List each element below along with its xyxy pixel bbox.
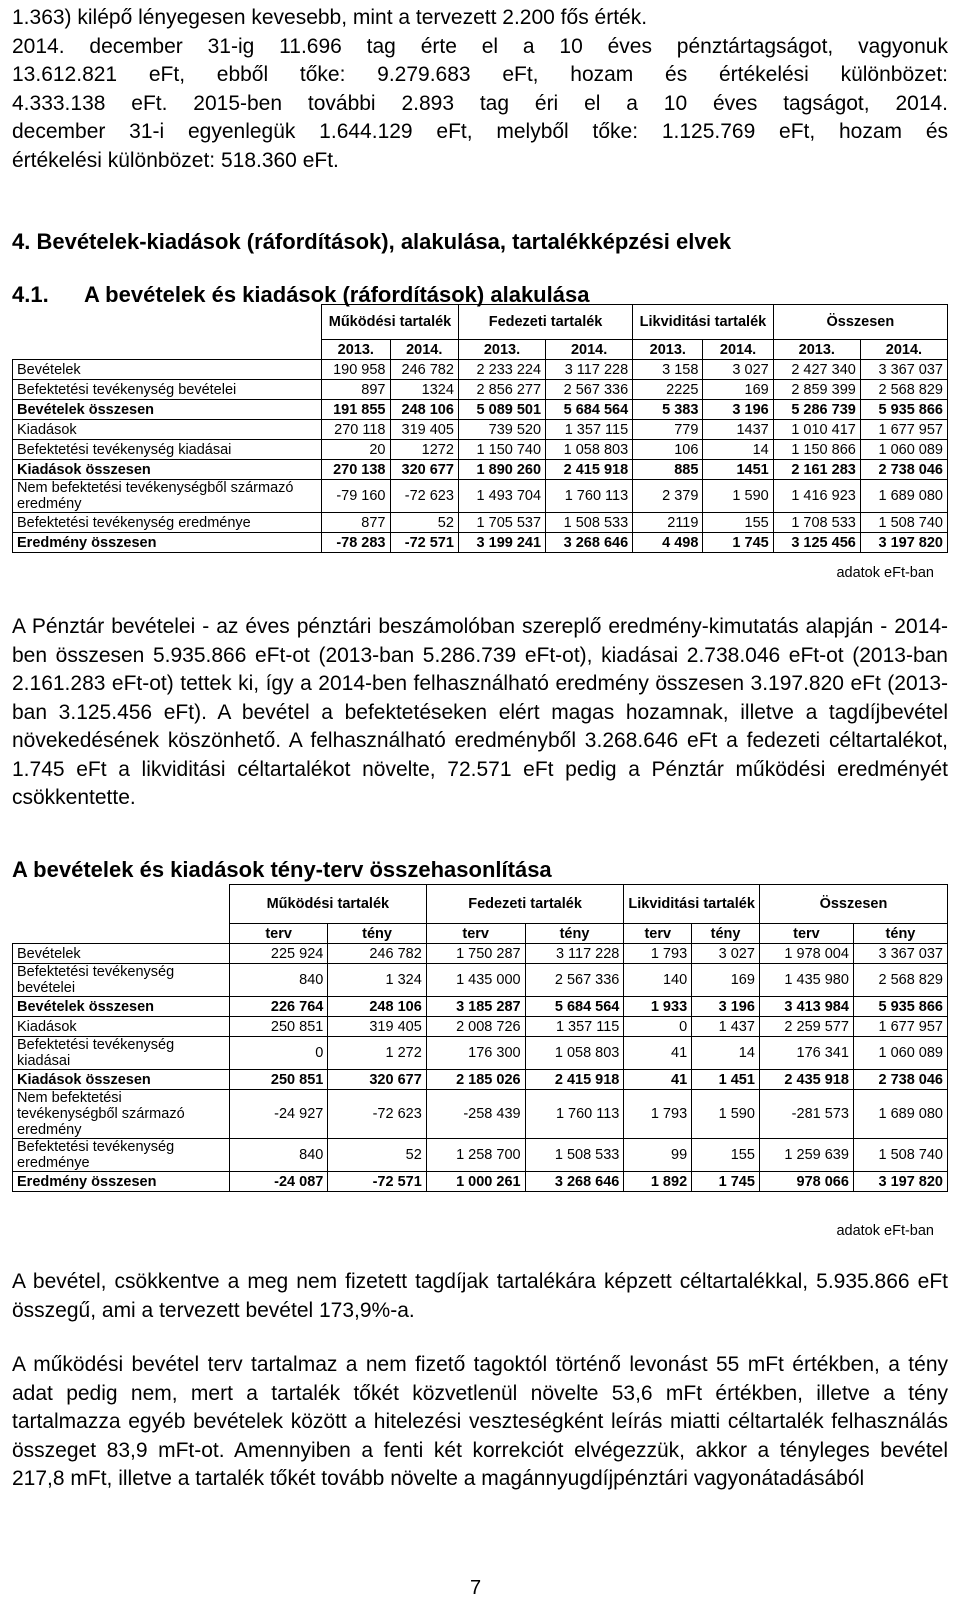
table-cell: 978 066 [759,1172,853,1192]
table-cell: 1 892 [624,1172,692,1192]
table-cell: 319 405 [328,1017,426,1037]
table-cell: 1 435 000 [426,964,525,997]
table-cell: -78 283 [322,533,390,553]
table-cell: 1 437 [692,1017,760,1037]
table-cell: 52 [328,1139,426,1172]
table-cell: 2 427 340 [773,360,860,380]
row-label: Befektetési tevékenység eredménye [13,1139,230,1172]
section-heading-4: 4. Bevételek-kiadások (ráfordítások), alakulása, tartalékképzési elvek [12,229,732,254]
operating-revenue-paragraph: A működési bevétel terv tartalmaz a nem fizető tagoktól történő levonást 55 mFt értékben, a tény adat pedig nem, mert a tartalék tőkét közvetlenül növelte 53,6 mFt értékben, illetve a tény tartalmazza egyéb bevételek között a hitelezési veszteségként leírás miatti céltartalék felhasználás összeget 83,9 mFt-ot. Amennyiben a fenti két korrekciót elvégezzük, akkor a tényleges bevétel 217,8 mFt, illetve a tartalék tőkét tovább növelte a magánnyugdíjpénztári vagyonátadásából [12,1353,948,1490]
table-row [13,513,948,533]
table-cell: 1 708 533 [773,513,860,533]
table-cell: 1 750 287 [426,944,525,964]
row-label: Kiadások [13,1017,230,1037]
table-cell: 1 933 [624,997,692,1017]
table-cell: 1 272 [328,1037,426,1070]
table-cell: 1 508 533 [546,513,633,533]
table-cell: 176 300 [426,1037,525,1070]
table-cell: 1 745 [692,1172,760,1192]
col-header: tény [328,924,426,944]
table-cell: 3 027 [703,360,773,380]
table-row [13,1139,948,1172]
row-label: Befektetési tevékenység bevételei [13,964,230,997]
group-header: Működési tartalék [322,305,459,340]
table-cell: 1 435 980 [759,964,853,997]
table-cell: 1 058 803 [525,1037,624,1070]
revenue-paragraph: A bevétel, csökkentve a meg nem fizetett tagdíjak tartalékára képzett céltartalékkal, 5.935.866 eFt összegű, ami a tervezett bevétel 173,9%-a. [12,1270,948,1322]
intro-line: 4.333.138 eFt. 2015-ben további 2.893 tag éri el a 10 éves tagságot, 2014. [12,91,948,115]
table-cell: 1 508 740 [853,1139,947,1172]
table-cell: 190 958 [322,360,390,380]
table-cell: -281 573 [759,1090,853,1139]
table-cell: 1324 [390,380,458,400]
group-header: Fedezeti tartalék [426,885,624,924]
table-group-header [13,305,948,340]
group-header: Likviditási tartalék [633,305,774,340]
table-row [13,1172,948,1192]
table-cell: 2 738 046 [853,1070,947,1090]
group-header: Likviditási tartalék [624,885,760,924]
table-cell: 1 150 740 [458,440,545,460]
table-cell: -24 927 [229,1090,327,1139]
heading-number: 4.1. [12,282,49,307]
table-cell: 1 590 [703,480,773,513]
table-cell: 250 851 [229,1070,327,1090]
table-cell: 1437 [703,420,773,440]
table-cell: 1 493 704 [458,480,545,513]
table-cell: 1 508 740 [860,513,947,533]
row-label: Nem befektetési tevékenységből származó eredmény [13,480,322,513]
table-cell: 0 [229,1037,327,1070]
table-cell: 3 196 [703,400,773,420]
table-cell: 2119 [633,513,703,533]
table-cell: 1 324 [328,964,426,997]
table-cell: 3 199 241 [458,533,545,553]
table-cell: 1 258 700 [426,1139,525,1172]
table-row [13,1070,948,1090]
table1-body [13,360,948,553]
table-cell: -72 623 [328,1090,426,1139]
col-header: terv [229,924,327,944]
table-cell: 1 745 [703,533,773,553]
table-cell: 3 197 820 [853,1172,947,1192]
table-cell: 2 435 918 [759,1070,853,1090]
table-row [13,440,948,460]
table-cell: 2 161 283 [773,460,860,480]
table-cell: 5 383 [633,400,703,420]
page-number: 7 [470,1577,482,1599]
col-header: terv [624,924,692,944]
table-cell: 1 760 113 [525,1090,624,1139]
intro-line: értékelési különbözet: 518.360 eFt. [12,148,339,172]
row-label: Nem befektetési tevékenységből származó eredmény [13,1090,230,1139]
results-paragraph: A Pénztár bevételei - az éves pénztári beszámolóban szereplő eredmény-kimutatás alapján - 2014-ben összesen 5.935.866 eFt-ot (2013-ban 5.286.739 eFt-ot), kiadásai 2.738.046 eFt-ot (2013-ban 2.161.283 eFt-ot) tettek ki, így a 2014-ben felhasználható eredmény összesen 3.197.820 eFt (2013-ban 3.125.456 eFt). A bevétel a befektetéseken elért magas hozamnak, illetve a tagdíjbevétel növekedésének köszönhető. A felhasználható eredményből 3.268.646 eFt a fedezeti céltartalékot, 1.745 eFt a likviditási céltartalékot növelte, 72.571 eFt pedig a Pénztár működési eredményét csökkentette. [12,615,948,809]
table-row [13,1037,948,1070]
table-cell: 3 027 [692,944,760,964]
intro-line: december 31-i egyenlegük 1.644.129 eFt, melyből tőke: 1.125.769 eFt, hozam és [12,120,948,143]
table-cell: 1451 [703,460,773,480]
table-cell: 1 150 866 [773,440,860,460]
table-row [13,480,948,513]
table-group-header [13,885,948,924]
table-cell: 248 106 [390,400,458,420]
table-cell: 739 520 [458,420,545,440]
table-cell: 106 [633,440,703,460]
year-header: 2013. [633,340,703,360]
table-cell: 1 060 089 [860,440,947,460]
heading-text: A bevételek és kiadások (ráfordítások) alakulása [84,282,590,307]
table-row [13,1090,948,1139]
table-cell: 3 197 820 [860,533,947,553]
table-cell: 779 [633,420,703,440]
table-cell: 176 341 [759,1037,853,1070]
table-cell: 3 268 646 [525,1172,624,1192]
table-cell: 1 890 260 [458,460,545,480]
table-cell: 1272 [390,440,458,460]
table-cell: 140 [624,964,692,997]
table-cell: 226 764 [229,997,327,1017]
table-cell: -258 439 [426,1090,525,1139]
intro-paragraph [12,4,948,175]
table-cell: 191 855 [322,400,390,420]
blank-cell [13,340,322,360]
table-cell: 1 357 115 [546,420,633,440]
table-cell: 3 367 037 [860,360,947,380]
table-row [13,380,948,400]
table-cell: 1 705 537 [458,513,545,533]
year-header: 2013. [773,340,860,360]
table-cell: 14 [692,1037,760,1070]
table-cell: 1 978 004 [759,944,853,964]
table-cell: 246 782 [328,944,426,964]
table-cell: 1 793 [624,944,692,964]
table-cell: 250 851 [229,1017,327,1037]
table-cell: 1 010 417 [773,420,860,440]
col-header: tény [525,924,624,944]
table-cell: 2 185 026 [426,1070,525,1090]
table-cell: 1 590 [692,1090,760,1139]
year-header: 2014. [390,340,458,360]
row-label: Bevételek [13,944,230,964]
blank-cell [13,924,230,944]
table-cell: 270 138 [322,460,390,480]
group-header: Összesen [759,885,947,924]
col-header: terv [426,924,525,944]
table-cell: 1 060 089 [853,1037,947,1070]
table-cell: 169 [692,964,760,997]
table-cell: 41 [624,1037,692,1070]
table-cell: 2 568 829 [853,964,947,997]
table-cell: 2 568 829 [860,380,947,400]
intro-line: 13.612.821 eFt, ebből tőke: 9.279.683 eFt, hozam és értékelési különbözet: [12,63,948,86]
table-cell: 3 185 287 [426,997,525,1017]
table-cell: 885 [633,460,703,480]
table-row [13,997,948,1017]
table-cell: 1 677 957 [860,420,947,440]
table-cell: 1 760 113 [546,480,633,513]
table-cell: 2 415 918 [546,460,633,480]
table-cell: 1 689 080 [853,1090,947,1139]
table-year-header [13,340,948,360]
table-cell: 5 935 866 [853,997,947,1017]
row-label: Kiadások [13,420,322,440]
table-cell: 840 [229,1139,327,1172]
table-cell: 1 508 533 [525,1139,624,1172]
col-header: tény [853,924,947,944]
table-row [13,533,948,553]
table-cell: 1 000 261 [426,1172,525,1192]
plan-vs-actual-heading: A bevételek és kiadások tény-terv összehasonlítása [12,857,552,882]
table-cell: 840 [229,964,327,997]
table-row [13,460,948,480]
table-cell: 3 413 984 [759,997,853,1017]
year-header: 2013. [458,340,545,360]
table-cell: 1 416 923 [773,480,860,513]
table-cell: 2 738 046 [860,460,947,480]
table-cell: 1 451 [692,1070,760,1090]
year-header: 2014. [703,340,773,360]
table-cell: 1 058 803 [546,440,633,460]
table-cell: 1 357 115 [525,1017,624,1037]
group-header: Működési tartalék [229,885,426,924]
table-cell: 3 367 037 [853,944,947,964]
year-header: 2013. [322,340,390,360]
table-cell: -72 623 [390,480,458,513]
income-expense-table [12,304,948,553]
table-cell: 2225 [633,380,703,400]
year-header: 2014. [860,340,947,360]
table-cell: 5 935 866 [860,400,947,420]
table-cell: 5 684 564 [546,400,633,420]
col-header: terv [759,924,853,944]
table-cell: 248 106 [328,997,426,1017]
table-cell: 320 677 [328,1070,426,1090]
table-col-header [13,924,948,944]
table-cell: -79 160 [322,480,390,513]
row-label: Kiadások összesen [13,460,322,480]
table-cell: 20 [322,440,390,460]
table-cell: 246 782 [390,360,458,380]
table-cell: -72 571 [328,1172,426,1192]
table-cell: 2 567 336 [546,380,633,400]
intro-line: 1.363) kilépő lényegesen kevesebb, mint a tervezett 2.200 fős érték. [12,6,648,29]
table-cell: 52 [390,513,458,533]
table-cell: 2 567 336 [525,964,624,997]
table-cell: 2 856 277 [458,380,545,400]
group-header: Fedezeti tartalék [458,305,632,340]
table-row [13,420,948,440]
table-cell: 2 259 577 [759,1017,853,1037]
table-cell: 2 233 224 [458,360,545,380]
col-header: tény [692,924,760,944]
table-cell: 99 [624,1139,692,1172]
table-cell: 3 196 [692,997,760,1017]
table-cell: 225 924 [229,944,327,964]
table-cell: -72 571 [390,533,458,553]
table-cell: 3 268 646 [546,533,633,553]
table-cell: 5 286 739 [773,400,860,420]
units-note: adatok eFt-ban [836,1223,934,1239]
table-cell: 320 677 [390,460,458,480]
table-cell: 877 [322,513,390,533]
table-cell: 169 [703,380,773,400]
table-cell: 5 089 501 [458,400,545,420]
row-label: Eredmény összesen [13,533,322,553]
plan-vs-actual-table [12,884,948,1192]
table-cell: 270 118 [322,420,390,440]
blank-cell [13,305,322,340]
table-cell: 3 125 456 [773,533,860,553]
table-cell: 3 158 [633,360,703,380]
table-cell: -24 087 [229,1172,327,1192]
intro-line: 2014. december 31-ig 11.696 tag érte el a 10 éves pénztártagságot, vagyonuk [12,34,948,58]
table-cell: 3 117 228 [546,360,633,380]
blank-cell [13,885,230,924]
row-label: Bevételek összesen [13,997,230,1017]
group-header: Összesen [773,305,947,340]
table-cell: 897 [322,380,390,400]
row-label: Bevételek összesen [13,400,322,420]
row-label: Befektetési tevékenység kiadásai [13,1037,230,1070]
table-cell: 2 008 726 [426,1017,525,1037]
table-cell: 2 415 918 [525,1070,624,1090]
table-row [13,360,948,380]
row-label: Befektetési tevékenység kiadásai [13,440,322,460]
table-row [13,964,948,997]
table-cell: 1 677 957 [853,1017,947,1037]
table-row [13,944,948,964]
table-cell: 4 498 [633,533,703,553]
row-label: Eredmény összesen [13,1172,230,1192]
table-row [13,1017,948,1037]
table-cell: 5 684 564 [525,997,624,1017]
table-cell: 0 [624,1017,692,1037]
row-label: Bevételek [13,360,322,380]
table-cell: 155 [703,513,773,533]
table-cell: 1 793 [624,1090,692,1139]
table2-body [13,944,948,1192]
table-cell: 14 [703,440,773,460]
table-cell: 319 405 [390,420,458,440]
year-header: 2014. [546,340,633,360]
row-label: Befektetési tevékenység bevételei [13,380,322,400]
table-cell: 3 117 228 [525,944,624,964]
row-label: Kiadások összesen [13,1070,230,1090]
table-cell: 155 [692,1139,760,1172]
table-cell: 1 259 639 [759,1139,853,1172]
table-cell: 1 689 080 [860,480,947,513]
table-cell: 41 [624,1070,692,1090]
row-label: Befektetési tevékenység eredménye [13,513,322,533]
units-note: adatok eFt-ban [836,565,934,581]
table-row [13,400,948,420]
table-cell: 2 859 399 [773,380,860,400]
table-cell: 2 379 [633,480,703,513]
